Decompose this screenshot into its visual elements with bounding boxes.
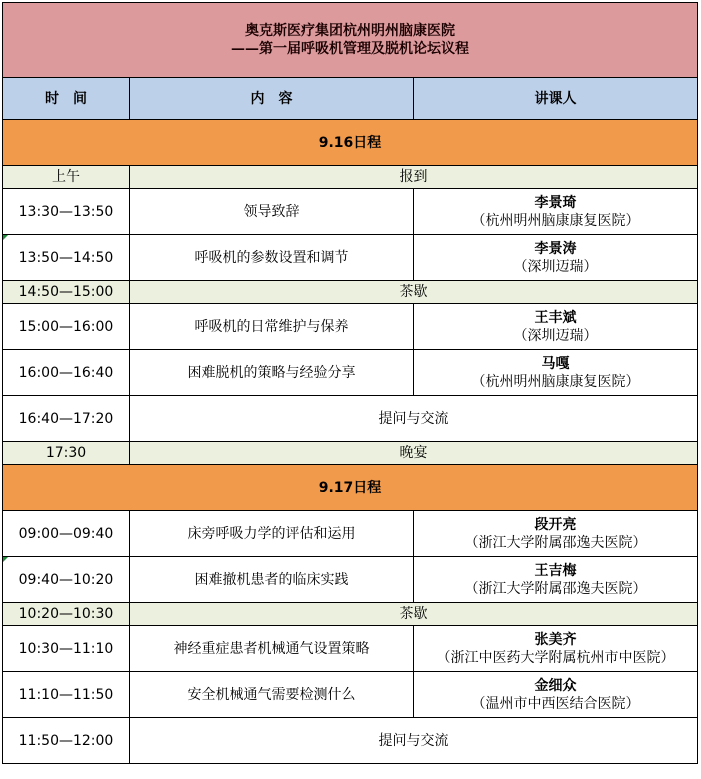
speaker-org: （深圳迈瑞） <box>513 327 598 344</box>
row-content: 安全机械通气需要检测什么 <box>130 672 414 718</box>
row-content: 晚宴 <box>130 442 698 465</box>
speaker-org: （浙江大学附属邵逸夫医院） <box>464 534 647 551</box>
row-speaker <box>414 672 698 718</box>
day1-header-row <box>3 120 698 166</box>
row-time: 09:00—09:40 <box>3 511 130 557</box>
row-time <box>3 235 130 281</box>
title-line-2: ——第一届呼吸机管理及脱机论坛议程 <box>231 41 470 57</box>
row-speaker <box>414 304 698 350</box>
table-row <box>3 626 698 672</box>
table-row <box>3 350 698 396</box>
row-content: 提问与交流 <box>130 396 698 442</box>
speaker-name: 金细众 <box>534 677 577 694</box>
row-time: 11:50—12:00 <box>3 718 130 764</box>
speaker-name: 段开亮 <box>534 516 577 533</box>
row-content: 茶歇 <box>130 603 698 626</box>
day2-header-row <box>3 465 698 511</box>
cell-comment-marker <box>3 235 8 240</box>
row-content: 神经重症患者机械通气设置策略 <box>130 626 414 672</box>
row-content: 困难撤机患者的临床实践 <box>130 557 414 603</box>
row-time: 10:20—10:30 <box>3 603 130 626</box>
row-content: 领导致辞 <box>130 189 414 235</box>
row-time-text: 09:40—10:20 <box>18 571 114 588</box>
header-time: 时 间 <box>3 78 130 120</box>
speaker-name: 李景涛 <box>534 240 577 257</box>
title-line-1: 奥克斯医疗集团杭州明州脑康医院 <box>245 23 456 39</box>
row-content: 困难脱机的策略与经验分享 <box>130 350 414 396</box>
row-speaker <box>414 557 698 603</box>
row-speaker <box>414 626 698 672</box>
table-row <box>3 557 698 603</box>
header-content: 内 容 <box>130 78 414 120</box>
row-time: 11:10—11:50 <box>3 672 130 718</box>
row-time: 15:00—16:00 <box>3 304 130 350</box>
table-row <box>3 603 698 626</box>
header-row <box>3 78 698 120</box>
speaker-name: 王丰斌 <box>534 309 577 326</box>
speaker-org: （杭州明州脑康康复医院） <box>471 373 640 390</box>
table-row <box>3 304 698 350</box>
row-time: 16:40—17:20 <box>3 396 130 442</box>
speaker-name: 张美齐 <box>534 631 577 648</box>
speaker-org: （深圳迈瑞） <box>513 258 598 275</box>
row-time-text: 13:30—13:50 <box>18 203 114 220</box>
table-row <box>3 396 698 442</box>
row-time: 16:00—16:40 <box>3 350 130 396</box>
row-time: 17:30 <box>3 442 130 465</box>
title-row <box>3 3 698 78</box>
table-row <box>3 189 698 235</box>
day1-label: 9.16日程 <box>3 120 698 166</box>
row-speaker <box>414 189 698 235</box>
speaker-org: （杭州明州脑康康复医院） <box>471 212 640 229</box>
row-content: 报到 <box>130 166 698 189</box>
speaker-name: 王吉梅 <box>534 562 577 579</box>
agenda-title <box>3 3 698 78</box>
row-content: 提问与交流 <box>130 718 698 764</box>
speaker-org: （温州市中西医结合医院） <box>471 695 640 712</box>
row-time: 14:50—15:00 <box>3 281 130 304</box>
speaker-org: （浙江中医药大学附属杭州市中医院） <box>436 649 675 666</box>
row-time-text: 13:50—14:50 <box>18 249 114 266</box>
speaker-org: （浙江大学附属邵逸夫医院） <box>464 580 647 597</box>
row-speaker <box>414 350 698 396</box>
table-row <box>3 235 698 281</box>
table-row <box>3 166 698 189</box>
speaker-name: 马嘎 <box>541 355 570 372</box>
table-row <box>3 511 698 557</box>
table-row <box>3 281 698 304</box>
row-speaker <box>414 511 698 557</box>
row-speaker <box>414 235 698 281</box>
row-content: 呼吸机的日常维护与保养 <box>130 304 414 350</box>
row-time: 10:30—11:10 <box>3 626 130 672</box>
cell-comment-marker <box>3 557 8 562</box>
row-content: 呼吸机的参数设置和调节 <box>130 235 414 281</box>
row-time <box>3 557 130 603</box>
row-content: 茶歇 <box>130 281 698 304</box>
table-row <box>3 718 698 764</box>
speaker-name: 李景琦 <box>534 194 577 211</box>
row-time <box>3 189 130 235</box>
agenda-table <box>2 2 698 764</box>
table-row <box>3 672 698 718</box>
row-time: 上午 <box>3 166 130 189</box>
table-row <box>3 442 698 465</box>
row-content: 床旁呼吸力学的评估和运用 <box>130 511 414 557</box>
day2-label: 9.17日程 <box>3 465 698 511</box>
header-speaker: 讲课人 <box>414 78 698 120</box>
